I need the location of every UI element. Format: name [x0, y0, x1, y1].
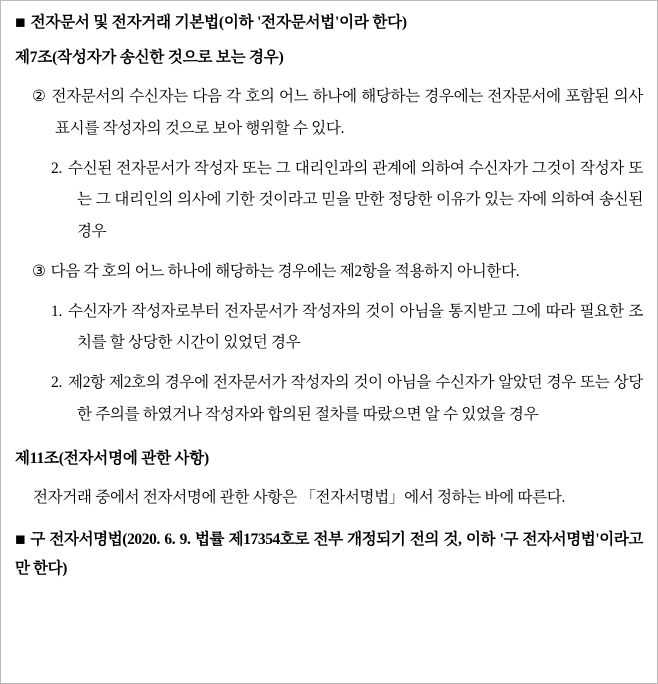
article-7-clause-2-item-2	[15, 153, 643, 248]
square-bullet-icon: ◼	[15, 530, 26, 546]
item-marker: 2.	[51, 159, 63, 177]
item-text: 제2항 제2호의 경우에 전자문서가 작성자의 것이 아님을 수신자가 알았던 경우 또는 상당한 주의를 하였거나 작성자와 합의된 절차를 따랐으면 알 수 있었을 경우	[68, 374, 643, 423]
item-marker: 1.	[51, 302, 63, 320]
law-heading	[15, 11, 643, 34]
item-marker: 2.	[51, 374, 63, 392]
article-7-clause-3-item-2	[15, 367, 643, 431]
item-text: 수신자가 작성자로부터 전자문서가 작성자의 것이 아님을 통지받고 그에 따라 필요한 조치를 할 상당한 시간이 있었던 경우	[68, 302, 643, 352]
clause-text: 전자문서의 수신자는 다음 각 호의 어느 하나에 해당하는 경우에는 전자문서에 포함된 의사표시를 작성자의 것으로 보아 행위할 수 있다.	[51, 88, 643, 137]
square-bullet-icon: ◼	[15, 14, 26, 29]
clause-marker: ③	[32, 262, 46, 280]
old-law-heading-text: 구 전자서명법(2020. 6. 9. 법률 제17354호로 전부 개정되기 전의 것, 이하 '구 전자서명법'이라고만 한다)	[15, 530, 643, 577]
spacer	[15, 515, 643, 525]
clause-text: 다음 각 호의 어느 하나에 해당하는 경우에는 제2항을 적용하지 아니한다.	[50, 262, 520, 280]
article-7-title: 제7조(작성자가 송신한 것으로 보는 경우)	[15, 49, 284, 67]
old-law-heading	[15, 525, 643, 584]
spacer	[15, 433, 643, 447]
item-text: 수신된 전자문서가 작성자 또는 그 대리인과의 관계에 의하여 수신자가 그것이 작성자 또는 그 대리인의 의사에 기한 것이라고 믿을 만한 정당한 이유가 있는 자에 의하여 송신된 경우	[68, 159, 643, 241]
article-11-title: 제11조(전자서명에 관한 사항)	[15, 449, 210, 467]
clause-marker: ②	[32, 88, 47, 106]
article-7-clause-3	[15, 256, 643, 288]
law-heading-text: 전자문서 및 전자거래 기본법(이하 '전자문서법'이라 한다)	[30, 14, 407, 31]
article-11-text: 전자거래 중에서 전자서명에 관한 사항은 「전자서명법」에서 정하는 바에 따른다.	[33, 488, 566, 506]
article-7-clause-3-item-1	[15, 296, 643, 360]
article-7-clause-2	[15, 81, 643, 145]
